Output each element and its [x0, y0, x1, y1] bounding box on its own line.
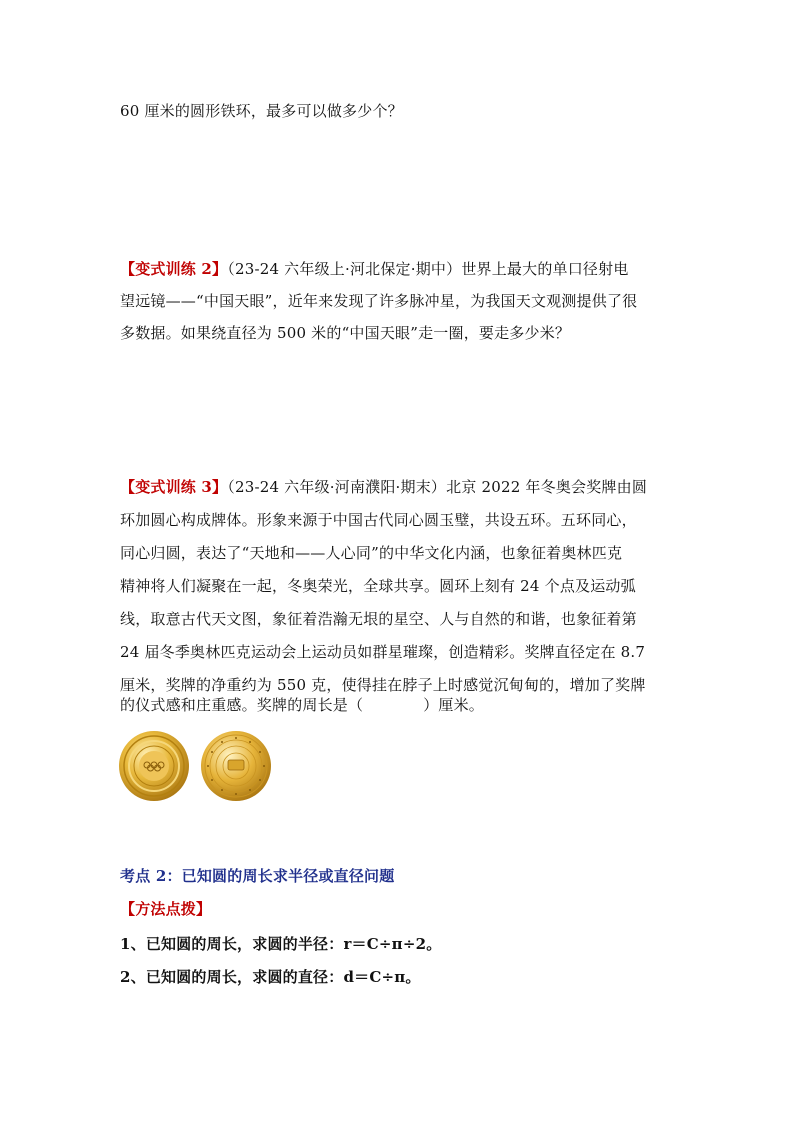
- q2-line-1: [120, 259, 629, 279]
- medal-back-image: [200, 730, 272, 802]
- q3-line-3: 同心归圆，表达了“天地和——人心同”的中华文化内涵，也象征着奥林匹克: [120, 544, 623, 562]
- q2-line-3: 多数据。如果绕直径为 500 米的“中国天眼”走一圈，要走多少米？: [120, 324, 571, 342]
- method-tip-heading: 【方法点拨】: [120, 900, 212, 918]
- q3-line-6: 24 届冬季奥林匹克运动会上运动员如群星璀璨，创造精彩。奖牌直径定在 8.7: [120, 643, 646, 661]
- q3-line-8-a: 的仪式感和庄重感。奖牌的周长是（: [120, 696, 364, 714]
- q1-line: 60 厘米的圆形铁环，最多可以做多少个？: [120, 102, 403, 120]
- q2-line-2: 望远镜——“中国天眼”，近年来发现了许多脉冲星，为我国天文观测提供了很: [120, 292, 638, 310]
- q3-tag: 【变式训练 3】: [120, 478, 228, 496]
- q3-line-8-b: ）厘米。: [423, 696, 485, 714]
- q2-line-1-text: （23-24 六年级上·河北保定·期中）世界上最大的单口径射电: [227, 260, 629, 278]
- q3-line-2: 环加圆心构成牌体。形象来源于中国古代同心圆玉璧，共设五环。五环同心，: [120, 511, 637, 529]
- q3-line-1-text: （23-24 六年级·河南濮阳·期末）北京 2022 年冬奥会奖牌由圆: [227, 478, 648, 496]
- method-item-2: 2、已知圆的周长，求圆的直径：d＝C÷π。: [120, 968, 421, 986]
- section-2-heading: 考点 2：已知圆的周长求半径或直径问题: [120, 867, 395, 885]
- q3-line-7: 厘米，奖牌的净重约为 550 克，使得挂在脖子上时感觉沉甸甸的，增加了奖牌: [120, 676, 646, 694]
- medal-front-image: [118, 730, 190, 802]
- q2-tag: 【变式训练 2】: [120, 260, 228, 278]
- method-item-1: 1、已知圆的周长，求圆的半径：r＝C÷π÷2。: [120, 935, 442, 953]
- q3-line-4: 精神将人们凝聚在一起，冬奥荣光，全球共享。圆环上刻有 24 个点及运动弧: [120, 577, 636, 595]
- q3-line-1: [120, 477, 647, 497]
- q3-line-8: [120, 695, 484, 715]
- q3-line-5: 线，取意古代天文图，象征着浩瀚无垠的星空、人与自然的和谐，也象征着第: [120, 610, 637, 628]
